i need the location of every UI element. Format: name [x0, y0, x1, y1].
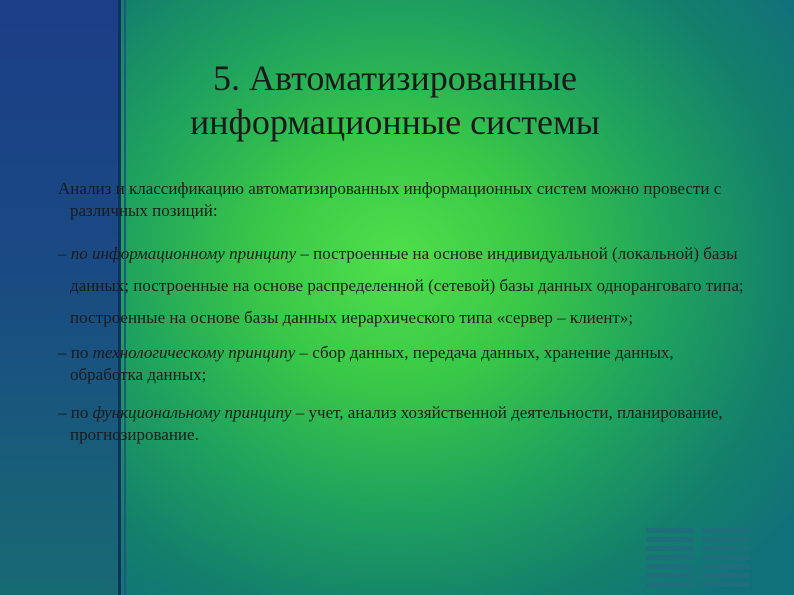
decorative-stripes-right [702, 528, 750, 595]
item2-term: технологическому принципу [92, 343, 296, 362]
slide-title-line-2: информационные системы [190, 102, 600, 142]
item1-text: – построенные на основе индивидуальной (локальной) базы данных; построенные на основе распределенной (сетевой) базы данных одноранговаго типа; построенные на основе базы данных иерархического типа «сервер – клиент»; [70, 244, 744, 327]
stripe [646, 528, 694, 533]
decorative-stripes-left [646, 528, 694, 595]
list-item-information-principle [58, 238, 748, 334]
item3-text: – учет, анализ хозяйственной деятельности, планирование, прогнозирование. [70, 403, 723, 444]
item2-text: – сбор данных, передача данных, хранение данных, обработка данных; [70, 343, 674, 384]
stripe [646, 537, 694, 542]
item2-prefix: – по [58, 343, 93, 362]
list-item-functional-principle [58, 402, 748, 446]
stripe [702, 546, 750, 551]
item3-term: функциональному принципу [92, 403, 292, 422]
stripe [646, 546, 694, 551]
item1-term: по информационному принципу [70, 244, 297, 263]
stripe [702, 564, 750, 569]
stripe [646, 582, 694, 587]
list-item-technological-principle [58, 342, 748, 386]
slide-title-line-1: 5. Автоматизированные [213, 58, 577, 98]
stripe [646, 573, 694, 578]
stripe [646, 555, 694, 560]
stripe [702, 582, 750, 587]
intro-paragraph [58, 178, 748, 222]
slide-title [130, 56, 660, 144]
slide-body [58, 178, 748, 446]
item1-dash: – [58, 244, 71, 263]
stripe [702, 555, 750, 560]
item3-prefix: – по [58, 403, 93, 422]
intro-text: Анализ и классификацию автоматизированных информационных систем можно провести с различных позиций: [58, 179, 722, 220]
stripe [702, 528, 750, 533]
stripe [646, 564, 694, 569]
stripe [702, 537, 750, 542]
stripe [702, 573, 750, 578]
